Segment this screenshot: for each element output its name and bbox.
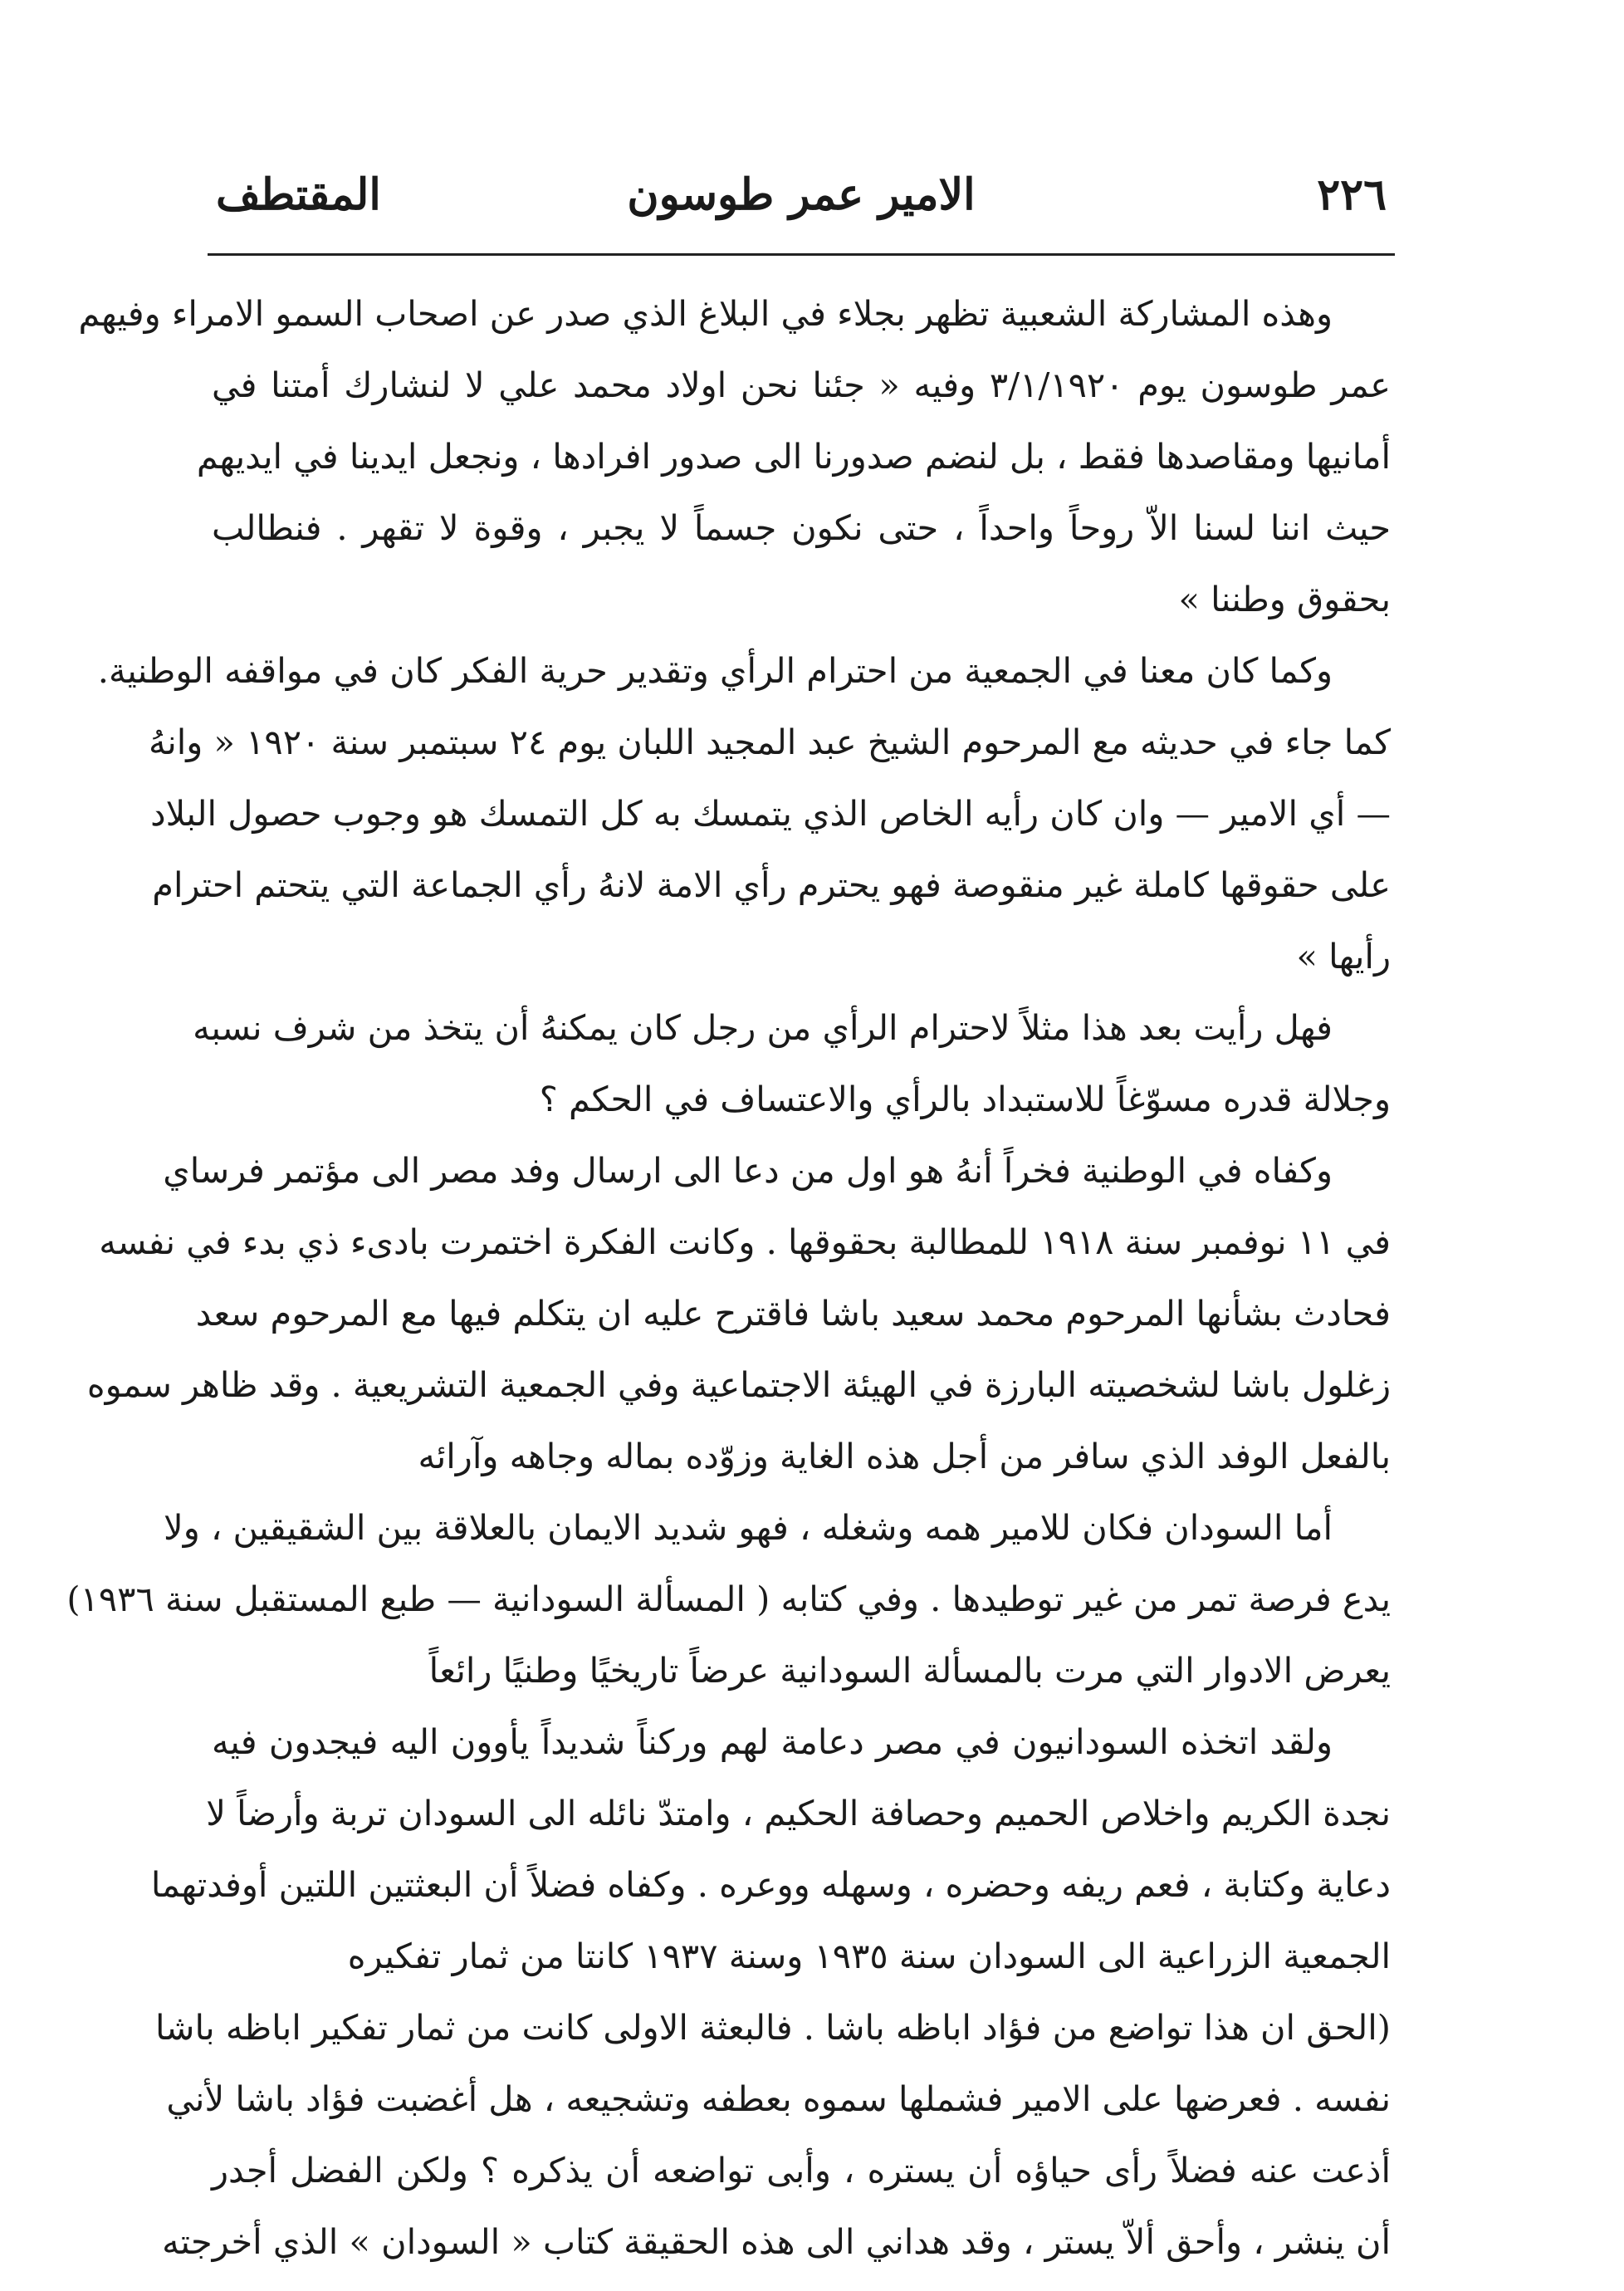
text-line: الجمعية الزراعية الى السودان سنة ١٩٣٥ وسنة ١٩٣٧ كانتا من ثمار تفكيره [347, 1936, 1391, 1976]
article-body [66, 278, 1392, 2278]
text-line: على حقوقها كاملة غير منقوصة فهو يحترم رأي الامة لانهُ رأي الجماعة التي يتحتم احترام [152, 864, 1391, 905]
text-line: أمانيها ومقاصدها فقط ، بل لنضم صدورنا الى صدور افرادها ، ونجعل ايدينا في ايديهم [196, 436, 1391, 477]
text-line: يعرض الادوار التي مرت بالمسألة السودانية عرضاً تاريخيًا وطنيًا رائعاً [428, 1650, 1391, 1691]
text-line: وهذه المشاركة الشعبية تظهر بجلاء في البلاغ الذي صدر عن اصحاب السمو الامراء وفيهم [78, 293, 1333, 334]
text-line: أن ينشر ، وأحق ألاّ يستر ، وقد هداني الى هذه الحقيقة كتاب « السودان » الذي أخرجته [162, 2221, 1391, 2262]
text-line: أذعت عنه فضلاً رأى حياؤه أن يستره ، وأبى تواضعه أن يذكره ؟ ولكن الفضل أجدر [212, 2150, 1391, 2191]
text-line: فحادث بشأنها المرحوم محمد سعيد باشا فاقترح عليه ان يتكلم فيها مع المرحوم سعد [195, 1293, 1391, 1334]
text-line: فهل رأيت بعد هذا مثلاً لاحترام الرأي من رجل كان يمكنهُ أن يتخذ من شرف نسبه [193, 1007, 1333, 1048]
text-line: ولقد اتخذه السودانيون في مصر دعامة لهم وركناً شديداً يأوون اليه فيجدون فيه [212, 1721, 1333, 1762]
text-line: وكفاه في الوطنية فخراً أنهُ هو اول من دعا الى ارسال وفد مصر الى مؤتمر فرساي [163, 1150, 1333, 1191]
text-line: أما السودان فكان للامير همه وشغله ، فهو شديد الايمان بالعلاقة بين الشقيقين ، ولا [164, 1507, 1333, 1548]
text-line: في ١١ نوفمبر سنة ١٩١٨ للمطالبة بحقوقها . وكانت الفكرة اختمرت بادىء ذي بدء في نفسه [99, 1221, 1391, 1262]
text-line: دعاية وكتابة ، فعم ريفه وحضره ، وسهله ووعره . وكفاه فضلاً أن البعثتين اللتين أوفدتهما [150, 1864, 1391, 1905]
text-line: عمر طوسون يوم ٣/١/١٩٢٠ وفيه « جئنا نحن اولاد محمد علي لا لنشارك أمتنا في [212, 365, 1392, 405]
text-line: يدع فرصة تمر من غير توطيدها . وفي كتابه ( المسألة السودانية — طبع المستقبل سنة ١٩٣٦) [66, 1579, 1391, 1619]
text-line: بحقوق وطننا » [1178, 579, 1391, 619]
text-line: زغلول باشا لشخصيته البارزة في الهيئة الاجتماعية وفي الجمعية التشريعية . وقد ظاهر سموه [86, 1364, 1391, 1405]
article-title: الامير عمر طوسون [627, 169, 976, 220]
text-line: نفسه . فعرضها على الامير فشملها سموه بعطفه وتشجيعه ، هل أغضبت فؤاد باشا لأني [166, 2078, 1391, 2119]
page-number: ٢٢٦ [1317, 169, 1387, 220]
text-line: نجدة الكريم واخلاص الحميم وحصافة الحكيم ، وامتدّ نائله الى السودان تربة وأرضاً لا [206, 1793, 1391, 1833]
header-rule [208, 253, 1395, 256]
text-line: (الحق ان هذا تواضع من فؤاد اباظه باشا . فالبعثة الاولى كانت من ثمار تفكير اباظه باشا [155, 2007, 1391, 2048]
text-line: بالفعل الوفد الذي سافر من أجل هذه الغاية وزوّده بماله وجاهه وآرائه [418, 1436, 1391, 1476]
text-line: وجلالة قدره مسوّغاً للاستبداد بالرأي والاعتساف في الحكم ؟ [539, 1079, 1391, 1119]
text-line: كما جاء في حديثه مع المرحوم الشيخ عبد المجيد اللبان يوم ٢٤ سبتمبر سنة ١٩٢٠ « وانهُ [148, 722, 1391, 762]
text-line: — أي الامير — وان كان رأيه الخاص الذي يتمسك به كل التمسك هو وجوب حصول البلاد [150, 793, 1391, 834]
text-line: حيث اننا لسنا الاّ روحاً واحداً ، حتى نكون جسماً لا يجبر ، وقوة لا تقهر . فنطالب [212, 507, 1391, 548]
running-header [216, 158, 1387, 233]
text-line: رأيها » [1296, 936, 1391, 977]
text-line: وكما كان معنا في الجمعية من احترام الرأي وتقدير حرية الفكر كان في مواقفه الوطنية. [97, 650, 1333, 691]
journal-name: المقتطف [216, 169, 381, 220]
